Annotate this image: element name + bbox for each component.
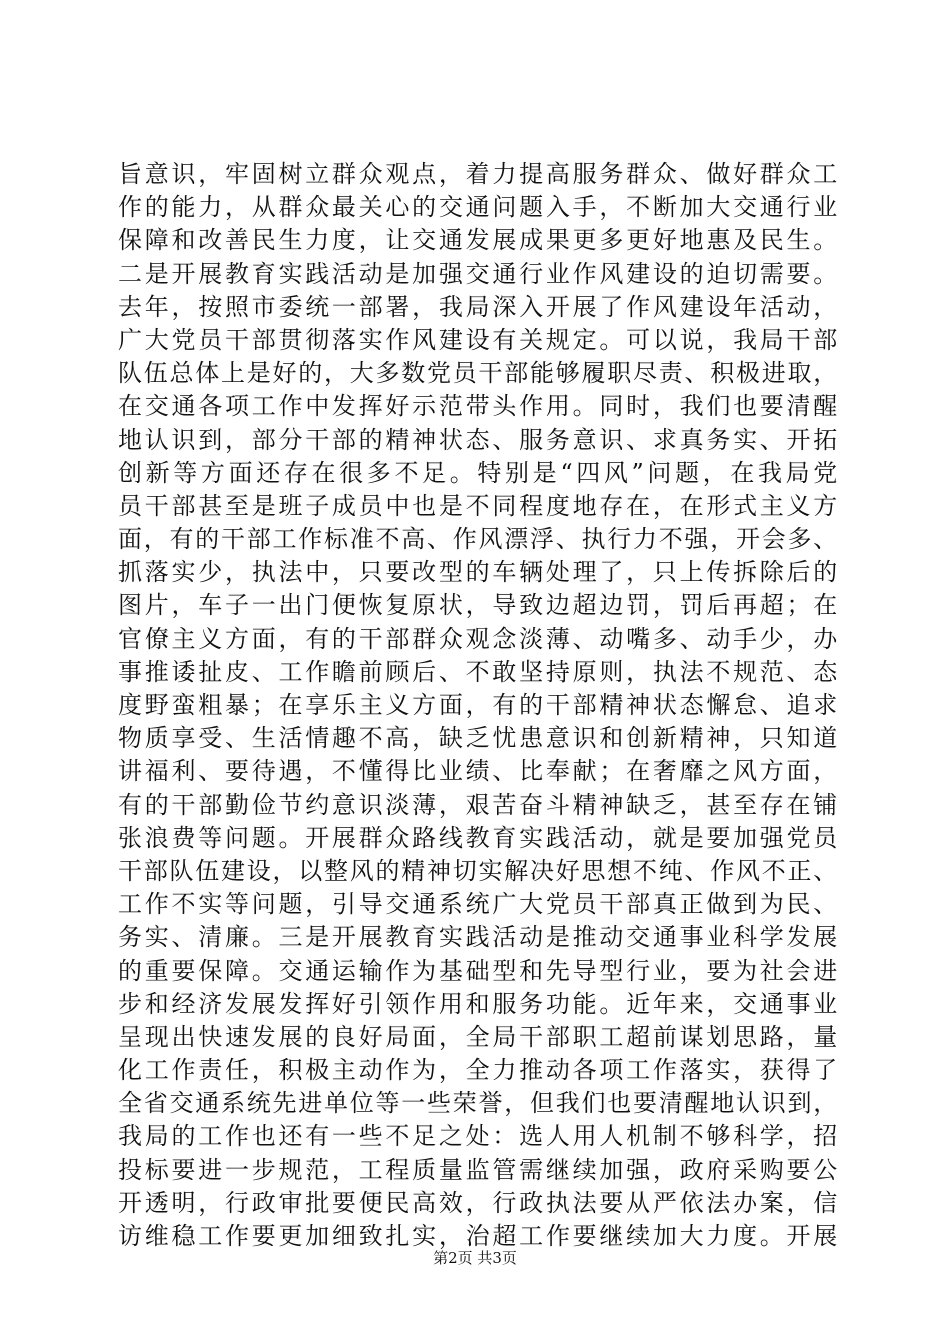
- text-line: 事推诿扯皮、工作瞻前顾后、不敢坚持原则，执法不规范、态: [118, 657, 838, 686]
- text-line: 官僚主义方面，有的干部群众观念淡薄、动嘴多、动手少，办: [118, 624, 838, 653]
- text-line: 图片，车子一出门便恢复原状，导致边超边罚，罚后再超；在: [118, 591, 838, 620]
- text-line: 去年，按照市委统一部署，我局深入开展了作风建设年活动，: [118, 292, 838, 321]
- body-text: [118, 158, 838, 1253]
- text-line: 抓落实少，执法中，只要改型的车辆处理了，只上传拆除后的: [118, 558, 838, 587]
- page-footer: 第2页 共3页: [433, 1249, 517, 1267]
- text-line: 地认识到，部分干部的精神状态、服务意识、求真务实、开拓: [118, 425, 838, 454]
- text-line: 务实、清廉。三是开展教育实践活动是推动交通事业科学发展: [118, 923, 838, 952]
- text-line: 保障和改善民生力度，让交通发展成果更多更好地惠及民生。: [118, 226, 838, 255]
- text-line: 工作不实等问题，引导交通系统广大党员干部真正做到为民、: [118, 890, 838, 919]
- text-line: 访维稳工作要更加细致扎实，治超工作要继续加大力度。开展: [118, 1222, 838, 1250]
- text-line: 旨意识，牢固树立群众观点，着力提高服务群众、做好群众工: [118, 160, 838, 188]
- text-line: 作的能力，从群众最关心的交通问题入手，不断加大交通行业: [118, 193, 838, 222]
- text-line: 呈现出快速发展的良好局面，全局干部职工超前谋划思路，量: [118, 1022, 838, 1051]
- text-line: 有的干部勤俭节约意识淡薄，艰苦奋斗精神缺乏，甚至存在铺: [118, 790, 838, 819]
- text-line: 投标要进一步规范，工程质量监管需继续加强，政府采购要公: [118, 1155, 838, 1184]
- text-line: 在交通各项工作中发挥好示范带头作用。同时，我们也要清醒: [118, 392, 838, 421]
- text-line: 我局的工作也还有一些不足之处：选人用人机制不够科学，招: [118, 1122, 838, 1151]
- text-line: 队伍总体上是好的，大多数党员干部能够履职尽责、积极进取，: [118, 359, 838, 388]
- text-line: 讲福利、要待遇，不懂得比业绩、比奉献；在奢靡之风方面，: [118, 757, 838, 786]
- text-line: 步和经济发展发挥好引领作用和服务功能。近年来，交通事业: [118, 989, 838, 1018]
- text-line: 员干部甚至是班子成员中也是不同程度地存在，在形式主义方: [118, 491, 838, 520]
- text-line: 张浪费等问题。开展群众路线教育实践活动，就是要加强党员: [118, 823, 838, 852]
- text-line: 创新等方面还存在很多不足。特别是“四风”问题，在我局党: [118, 458, 838, 487]
- text-line: 广大党员干部贯彻落实作风建设有关规定。可以说，我局干部: [118, 325, 838, 354]
- text-line: 开透明，行政审批要便民高效，行政执法要从严依法办案，信: [118, 1188, 838, 1217]
- text-line: 物质享受、生活情趣不高，缺乏忧患意识和创新精神，只知道: [118, 724, 838, 753]
- text-line: 的重要保障。交通运输作为基础型和先导型行业，要为社会进: [118, 956, 838, 985]
- text-line: 干部队伍建设，以整风的精神切实解决好思想不纯、作风不正、: [118, 856, 838, 885]
- text-line: 二是开展教育实践活动是加强交通行业作风建设的迫切需要。: [118, 259, 838, 288]
- text-line: 化工作责任，积极主动作为，全力推动各项工作落实，获得了: [118, 1056, 838, 1085]
- text-line: 全省交通系统先进单位等一些荣誉，但我们也要清醒地认识到，: [118, 1089, 838, 1118]
- text-line: 度野蛮粗暴；在享乐主义方面，有的干部精神状态懈怠、追求: [118, 691, 838, 719]
- text-line: 面，有的干部工作标准不高、作风漂浮、执行力不强，开会多、: [118, 525, 838, 554]
